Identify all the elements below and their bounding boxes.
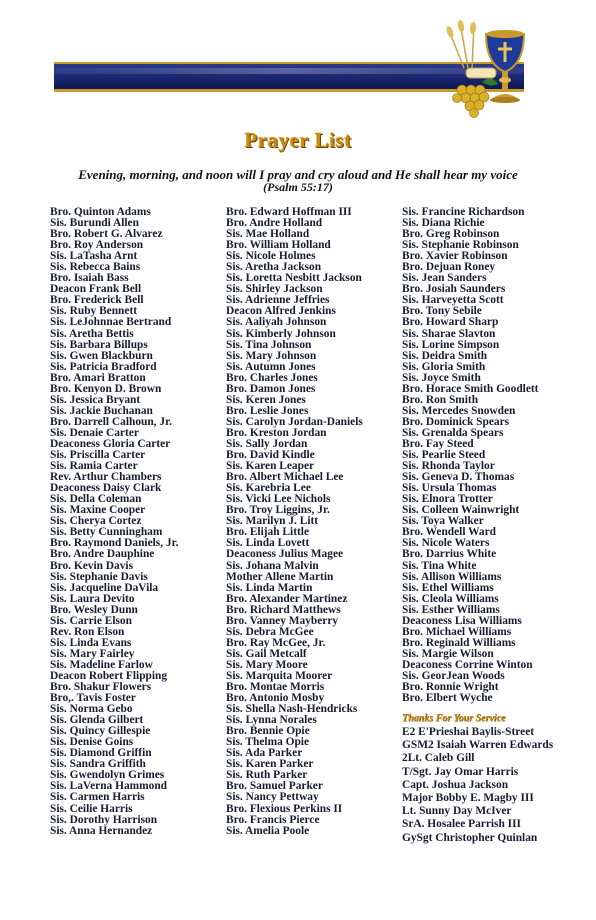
prayer-name: Deaconess Daisy Clark <box>50 482 162 495</box>
prayer-name: Sis. Linda Martin <box>226 581 313 594</box>
prayer-name: Bro. Howard Sharp <box>402 316 499 329</box>
prayer-name: Sis. Gloria Smith <box>402 360 486 373</box>
prayer-name: Sis. Mary Moore <box>226 658 308 671</box>
prayer-name: Sis. Margie Wilson <box>402 647 494 660</box>
prayer-name: Sis. Pearlie Steed <box>402 449 486 462</box>
prayer-name: Bro. Montae Morris <box>226 681 325 694</box>
prayer-name: Bro. David Kindle <box>226 449 315 462</box>
prayer-name: Bro. Albert Michael Lee <box>226 471 344 484</box>
prayer-name: Sis. Mary Fairley <box>50 647 135 660</box>
prayer-name: Sis. Sandra Griffith <box>50 758 146 771</box>
service-member-name: GSM2 Isaiah Warren Edwards <box>402 739 554 752</box>
prayer-name: Bro. Richard Matthews <box>226 603 341 616</box>
prayer-name: Bro. Andre Holland <box>226 217 323 230</box>
prayer-name: Sis. Colleen Wainwright <box>402 504 520 517</box>
prayer-name: Sis. Karen Leaper <box>226 460 315 473</box>
prayer-name: Bro. Isaiah Bass <box>50 272 129 285</box>
prayer-name: Sis. Autumn Jones <box>226 360 316 373</box>
prayer-name: Mother Allene Martin <box>226 570 334 583</box>
prayer-name: Sis. Grenalda Spears <box>402 426 504 439</box>
prayer-name: Sis. Glenda Gilbert <box>50 714 144 727</box>
prayer-name: Sis. Dorothy Harrison <box>50 813 158 826</box>
prayer-name: Sis. LaTasha Arnt <box>50 250 138 263</box>
prayer-name: Bro. Roy Anderson <box>50 239 144 252</box>
prayer-name: Sis. Toya Walker <box>402 515 484 528</box>
prayer-name: Bro. Vanney Mayberry <box>226 614 339 627</box>
prayer-name: Sis. Norma Gebo <box>50 703 133 716</box>
prayer-name: Bro. Bennie Opie <box>226 725 310 738</box>
prayer-name: Sis. Maxine Cooper <box>50 504 146 517</box>
prayer-name: Sis. Burundi Allen <box>50 217 139 230</box>
prayer-name: Bro. Kreston Jordan <box>226 426 327 439</box>
prayer-name: Sis. Betty Cunningham <box>50 526 163 539</box>
prayer-name: Sis. Geneva D. Thomas <box>402 471 515 484</box>
prayer-name: Sis. Amelia Poole <box>226 824 310 837</box>
prayer-name: Sis. Linda Evans <box>50 636 132 649</box>
prayer-name: Bro. Dejuan Roney <box>402 261 496 274</box>
prayer-name: Bro. Ron Smith <box>402 393 479 406</box>
prayer-name: Sis. Ethel Williams <box>402 581 494 594</box>
prayer-name: Sis. Denise Goins <box>50 736 134 749</box>
prayer-name: Bro. Andre Dauphine <box>50 548 155 561</box>
prayer-name: Bro. Xavier Robinson <box>402 250 508 263</box>
prayer-name: Sis. Karen Parker <box>226 758 314 771</box>
service-member-name: T/Sgt. Jay Omar Harris <box>402 765 519 778</box>
service-member-name: GySgt Christopher Quinlan <box>402 831 538 844</box>
prayer-name: Sis. Nicole Waters <box>402 537 490 550</box>
prayer-name: Sis. Mary Johnson <box>226 349 317 362</box>
prayer-name: Deaconess Julius Magee <box>226 548 344 561</box>
prayer-name: Sis. Carrie Elson <box>50 614 132 627</box>
prayer-name: Sis. Ruby Bennett <box>50 305 138 318</box>
prayer-name: Deaconess Gloria Carter <box>50 437 171 450</box>
prayer-name: Sis. Aretha Bettis <box>50 327 134 340</box>
prayer-name: Sis. Deidra Smith <box>402 349 488 362</box>
prayer-name: Bro. Darrius White <box>402 548 497 561</box>
prayer-name: Bro. Ray McGee, Jr. <box>226 636 326 649</box>
prayer-name: Sis. Laura Devito <box>50 592 135 605</box>
prayer-column-1 <box>50 207 220 837</box>
prayer-name: Bro. Raymond Daniels, Jr. <box>50 537 179 550</box>
prayer-name: Bro. Kevin Davis <box>50 559 134 572</box>
prayer-name: Bro. Tony Sebile <box>402 305 482 318</box>
prayer-name: Bro. Michael Williams <box>402 625 512 638</box>
prayer-name: Sis. Nicole Holmes <box>226 250 316 263</box>
prayer-name: Sis. Adrienne Jeffries <box>226 294 330 307</box>
prayer-name: Bro. Samuel Parker <box>226 780 323 793</box>
prayer-name: Sis. Gail Metcalf <box>226 647 307 660</box>
prayer-name: Sis. Gwendolyn Grimes <box>50 769 165 782</box>
prayer-name: Bro. Darrell Calhoun, Jr. <box>50 415 172 428</box>
service-member-name: E2 E'Prieshai Baylis-Street <box>402 726 535 739</box>
prayer-name: Bro. Troy Liggins, Jr. <box>226 504 330 517</box>
prayer-name: Bro. Francis Pierce <box>226 813 320 826</box>
service-member-name: Lt. Sunny Day McIver <box>402 805 512 818</box>
prayer-name: Sis. Ruth Parker <box>226 769 308 782</box>
prayer-name: Bro. Josiah Saunders <box>402 283 506 296</box>
prayer-name: Sis. Allison Williams <box>402 570 502 583</box>
prayer-name: Sis. Keren Jones <box>226 393 306 406</box>
prayer-name: Sis. Barbara Billups <box>50 338 148 351</box>
prayer-name: Bro. Damon Jones <box>226 382 316 395</box>
chalice-emblem <box>438 8 550 120</box>
prayer-name: Sis. Cherya Cortez <box>50 515 142 528</box>
prayer-name: Bro. Horace Smith Goodlett <box>402 382 539 395</box>
prayer-name: Sis. Ceilie Harris <box>50 802 133 815</box>
prayer-name: Sis. LeJohnnae Bertrand <box>50 316 172 329</box>
prayer-name: Sis. Diamond Griffin <box>50 747 152 760</box>
prayer-name: Sis. Carolyn Jordan-Daniels <box>226 415 363 428</box>
prayer-name: Sis. Harveyetta Scott <box>402 294 504 307</box>
prayer-name: Bro. Fay Steed <box>402 437 474 450</box>
prayer-name: Sis. Linda Lovett <box>226 537 310 550</box>
prayer-column-2 <box>226 207 398 837</box>
prayer-name: Sis. Vicki Lee Nichols <box>226 493 331 506</box>
prayer-name: Sis. Jean Sanders <box>402 272 487 285</box>
prayer-name: Bro. Greg Robinson <box>402 228 500 241</box>
prayer-name: Sis. Thelma Opie <box>226 736 310 749</box>
prayer-name: Sis. Rebecca Bains <box>50 261 141 274</box>
prayer-column-3 <box>402 207 582 845</box>
prayer-name: Bro. Flexious Perkins II <box>226 802 343 815</box>
prayer-name: Bro. Antonio Mosby <box>226 692 325 705</box>
prayer-name: Sis. Sally Jordan <box>226 437 308 450</box>
prayer-name: Bro. Amari Bratton <box>50 371 146 384</box>
prayer-name: Bro. Wendell Ward <box>402 526 496 539</box>
service-member-name: SrA. Hosalee Parrish III <box>402 818 521 831</box>
prayer-name: Sis. Diana Richie <box>402 217 485 230</box>
prayer-name: Bro. Quinton Adams <box>50 206 151 218</box>
prayer-name: Rev. Arthur Chambers <box>50 471 162 484</box>
prayer-name: Bro. Wesley Dunn <box>50 603 138 616</box>
prayer-name: Bro. Charles Jones <box>226 371 318 384</box>
thanks-list <box>402 726 582 845</box>
prayer-name: Sis. Mae Holland <box>226 228 310 241</box>
prayer-name: Bro. Ronnie Wright <box>402 681 499 694</box>
prayer-name: Bro. Robert G. Alvarez <box>50 228 163 241</box>
prayer-name: Bro,. Tavis Foster <box>50 692 136 705</box>
prayer-name: Sis. Kimberly Johnson <box>226 327 336 340</box>
prayer-name: Sis. Priscilla Carter <box>50 449 146 462</box>
prayer-name: Sis. Madeline Farlow <box>50 658 153 671</box>
prayer-name: Sis. Tina White <box>402 559 477 572</box>
prayer-name: Sis. Marilyn J. Litt <box>226 515 319 528</box>
prayer-name: Sis. Gwen Blackburn <box>50 349 153 362</box>
prayer-name: Bro. Alexander Martinez <box>226 592 348 605</box>
prayer-name: Sis. Sharae Slavton <box>402 327 496 340</box>
prayer-name: Bro. Shakur Flowers <box>50 681 152 694</box>
prayer-name: Deaconess Corrine Winton <box>402 658 533 671</box>
prayer-name: Sis. Elnora Trotter <box>402 493 493 506</box>
prayer-name: Deaconess Lisa Williams <box>402 614 522 627</box>
prayer-name: Sis. Loretta Nesbitt Jackson <box>226 272 362 285</box>
prayer-name: Sis. LaVerna Hammond <box>50 780 167 793</box>
prayer-name: Sis. Jacqueline DaVila <box>50 581 159 594</box>
prayer-name: Sis. Rhonda Taylor <box>402 460 495 473</box>
prayer-name: Bro. Leslie Jones <box>226 404 309 417</box>
prayer-name: Sis. Lynna Norales <box>226 714 317 727</box>
prayer-name: Sis. Aretha Jackson <box>226 261 322 274</box>
prayer-name: Sis. Shirley Jackson <box>226 283 323 296</box>
prayer-name: Sis. GeorJean Woods <box>402 669 505 682</box>
prayer-name: Deacon Robert Flipping <box>50 669 168 682</box>
prayer-name: Sis. Aaliyah Johnson <box>226 316 327 329</box>
prayer-name: Sis. Karebria Lee <box>226 482 311 495</box>
prayer-name: Sis. Ada Parker <box>226 747 303 760</box>
prayer-name: Sis. Carmen Harris <box>50 791 145 804</box>
prayer-name: Sis. Jessica Bryant <box>50 393 141 406</box>
prayer-name: Bro. Dominick Spears <box>402 415 510 428</box>
prayer-name: Bro. Edward Hoffman III <box>226 206 352 218</box>
scripture-verse <box>0 168 596 194</box>
prayer-name: Sis. Anna Hernandez <box>50 824 153 837</box>
verse-text: Evening, morning, and noon will I pray and cry aloud and He shall hear my voice <box>78 167 518 182</box>
prayer-name: Deacon Alfred Jenkins <box>226 305 336 318</box>
prayer-name: Sis. Della Coleman <box>50 493 142 506</box>
page-title: Prayer List <box>244 128 352 152</box>
prayer-name: Bro. Elbert Wyche <box>402 692 493 705</box>
service-member-name: Capt. Joshua Jackson <box>402 778 509 791</box>
prayer-name: Sis. Johana Malvin <box>226 559 319 572</box>
prayer-name: Sis. Joyce Smith <box>402 371 481 384</box>
prayer-name: Bro. William Holland <box>226 239 331 252</box>
prayer-name: Sis. Francine Richardson <box>402 206 525 218</box>
prayer-name: Sis. Denaie Carter <box>50 426 139 439</box>
prayer-name: Bro. Frederick Bell <box>50 294 144 307</box>
prayer-name: Sis. Patricia Bradford <box>50 360 157 373</box>
prayer-name: Sis. Jackie Buchanan <box>50 404 153 417</box>
prayer-name: Sis. Debra McGee <box>226 625 314 638</box>
prayer-name: Sis. Tina Johnson <box>226 338 312 351</box>
prayer-name: Sis. Marquita Moorer <box>226 669 333 682</box>
thanks-heading: Thanks For Your Service <box>402 713 506 725</box>
prayer-column-3-names <box>402 207 582 704</box>
prayer-name: Deacon Frank Bell <box>50 283 142 296</box>
prayer-name: Bro. Elijah Little <box>226 526 310 539</box>
prayer-name: Sis. Stephanie Davis <box>50 570 148 583</box>
prayer-name: Sis. Quincy Gillespie <box>50 725 151 738</box>
prayer-name: Sis. Nancy Pettway <box>226 791 319 804</box>
verse-reference: (Psalm 55:17) <box>263 180 333 194</box>
prayer-name: Sis. Esther Williams <box>402 603 500 616</box>
prayer-name: Sis. Stephanie Robinson <box>402 239 519 252</box>
prayer-name: Sis. Ramia Carter <box>50 460 138 473</box>
prayer-name: Rev. Ron Elson <box>50 625 125 638</box>
prayer-name: Sis. Shella Nash-Hendricks <box>226 703 358 716</box>
service-member-name: Major Bobby E. Magby III <box>402 792 534 805</box>
prayer-name: Sis. Lorine Simpson <box>402 338 500 351</box>
prayer-name: Bro. Reginald Williams <box>402 636 516 649</box>
prayer-name: Sis. Cleola Williams <box>402 592 499 605</box>
prayer-name: Sis. Mercedes Snowden <box>402 404 516 417</box>
prayer-name: Bro. Kenyon D. Brown <box>50 382 162 395</box>
prayer-name: Sis. Ursula Thomas <box>402 482 497 495</box>
service-member-name: 2Lt. Caleb Gill <box>402 752 475 765</box>
